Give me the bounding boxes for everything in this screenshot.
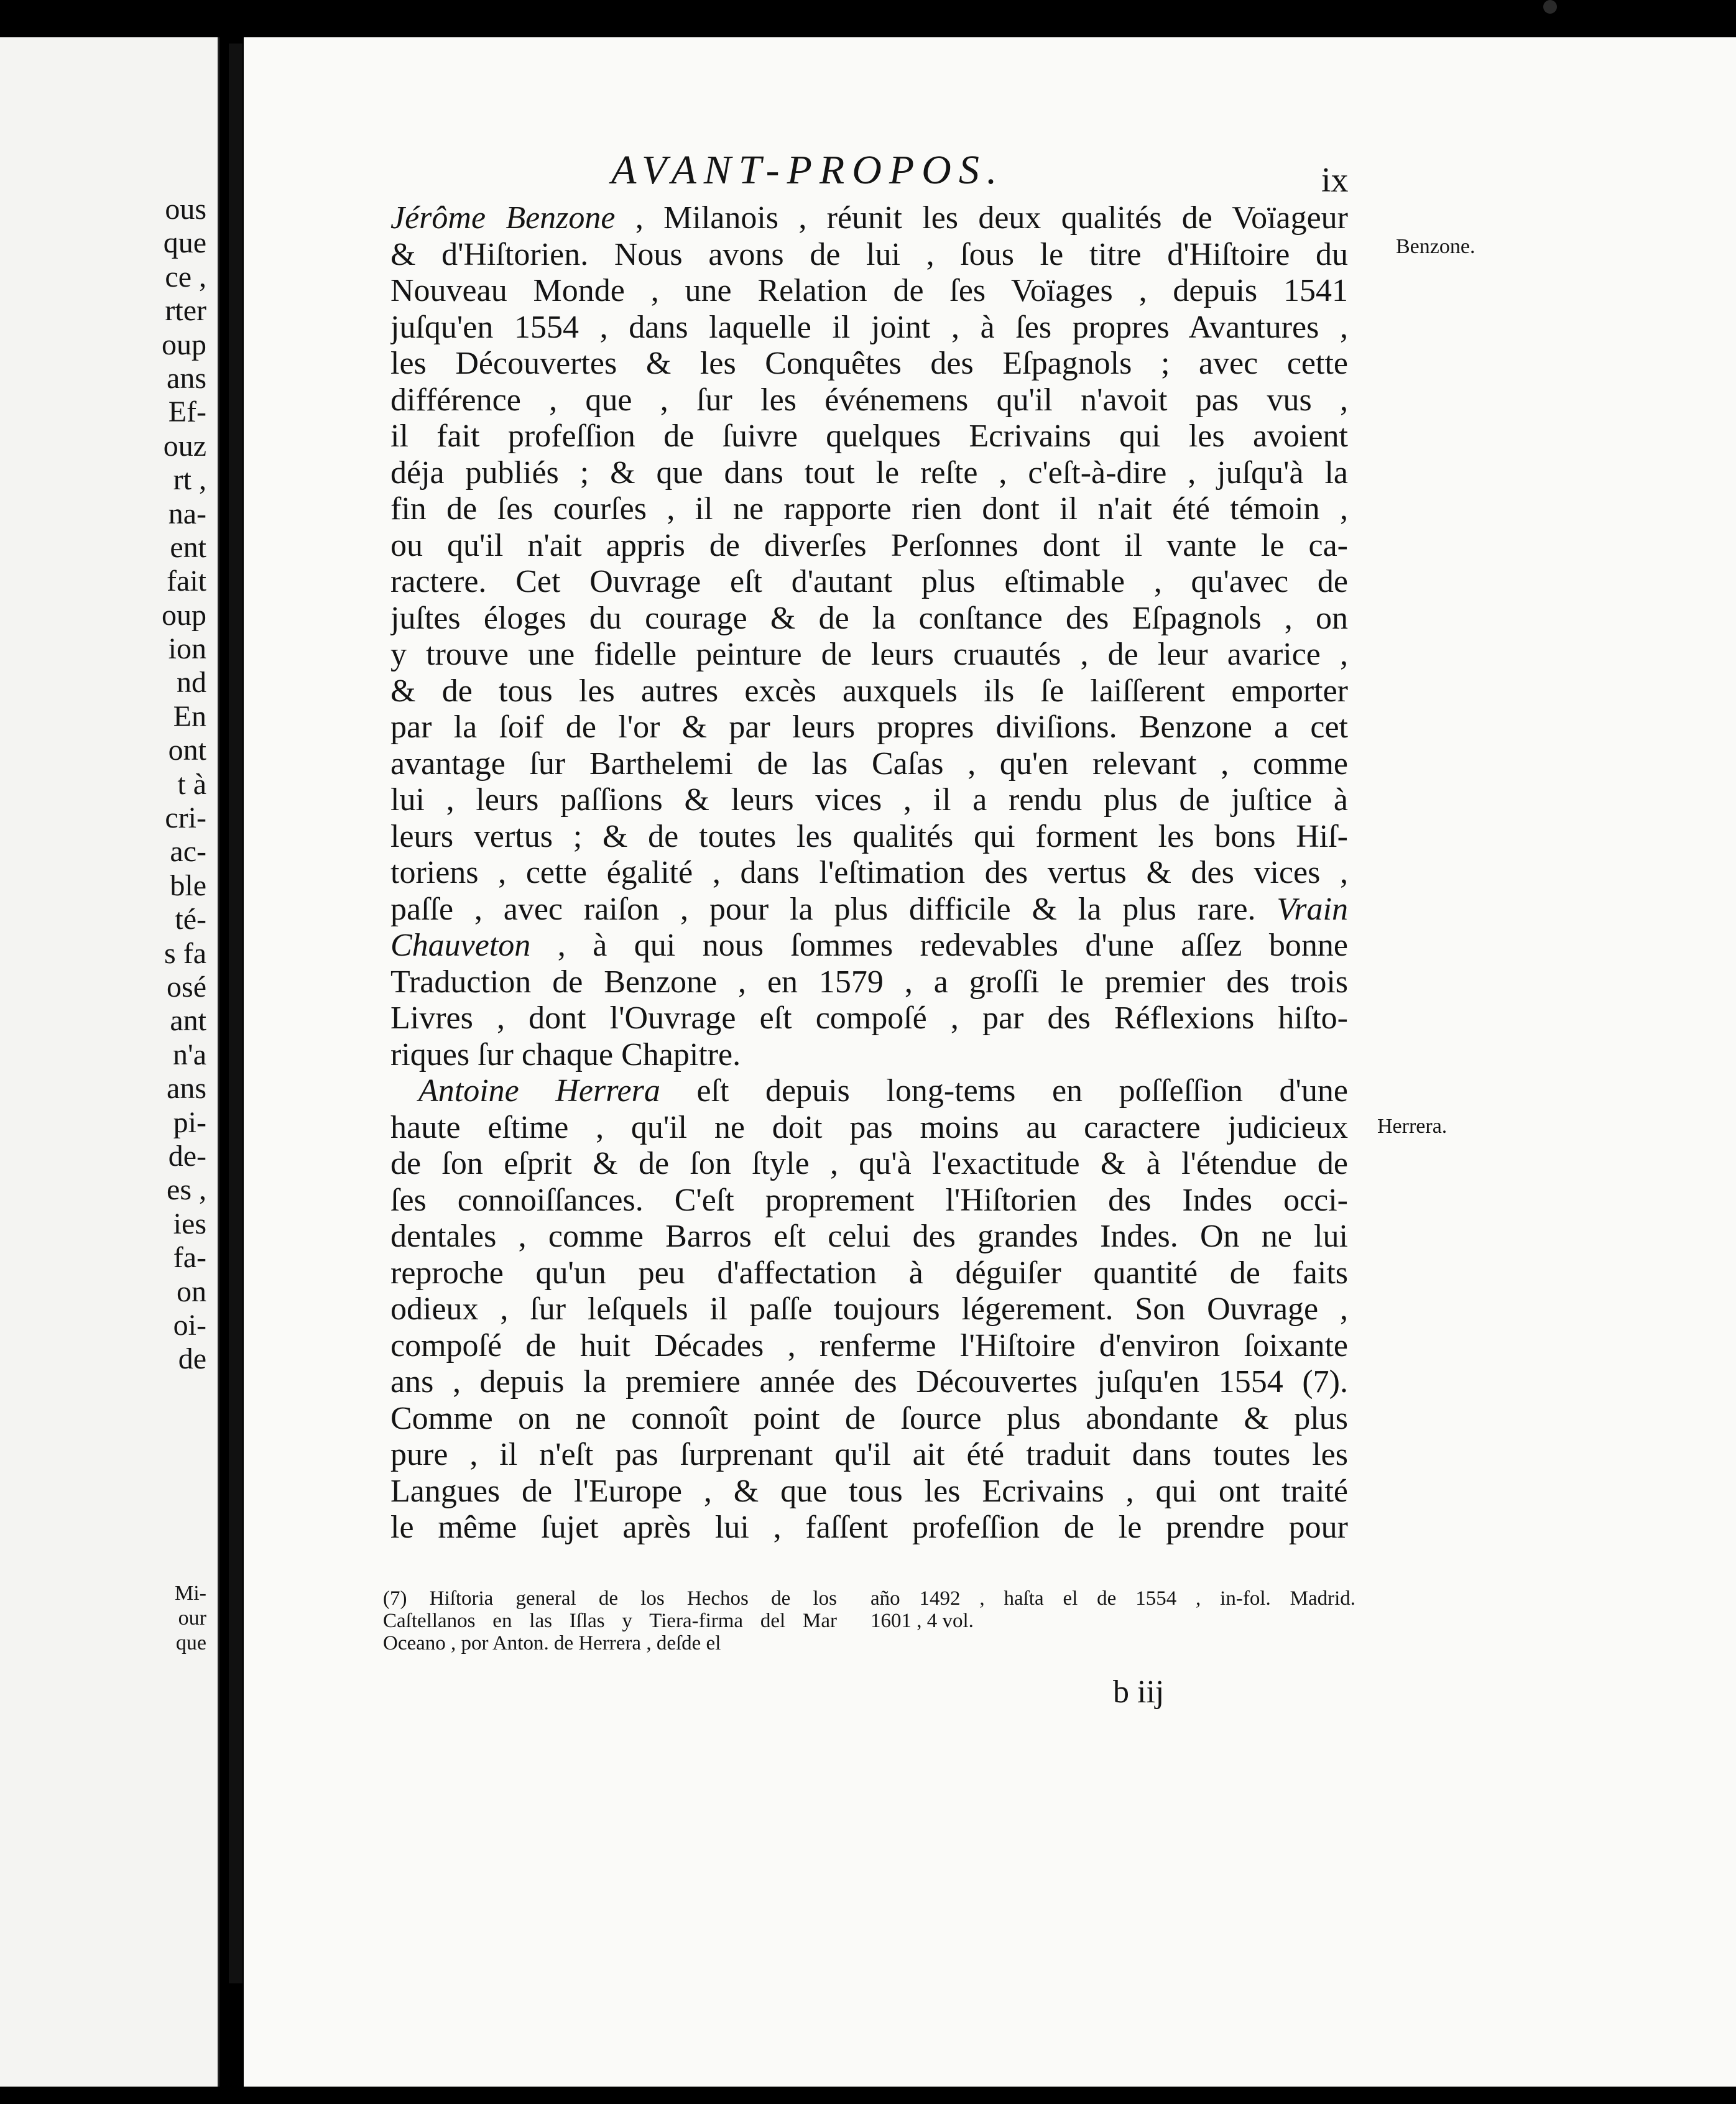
text-line: dentales , comme Barros eſt celui des grandes Indes. On ne lui bbox=[390, 1219, 1348, 1254]
left-page-line: on bbox=[177, 1275, 206, 1308]
text-line: déja publiés ; & que dans tout le reſte , c'eſt-à-dire , juſqu'à la bbox=[390, 454, 1348, 491]
text-line: riques ſur chaque Chapitre. bbox=[390, 1036, 741, 1073]
text-line: Langues de l'Europe , & que tous les Ecrivains , qui ont traité bbox=[390, 1473, 1348, 1509]
left-page-line: oup bbox=[162, 598, 206, 632]
footnote-line: Oceano , por Anton. de Herrera , deſde el bbox=[383, 1632, 721, 1654]
left-page-line: que bbox=[163, 226, 206, 260]
text-line: Antoine Herrera eſt depuis long-tems en poſſeſſion d'une bbox=[418, 1073, 1348, 1109]
left-page-line: ouz bbox=[163, 429, 206, 463]
text-line: ractere. Cet Ouvrage eſt d'autant plus eſtimable , qu'avec de bbox=[390, 564, 1348, 599]
italic-name: Chauveton bbox=[390, 928, 531, 963]
body-text bbox=[390, 200, 1348, 1546]
left-page-line: oup bbox=[162, 328, 206, 361]
text-line: juſtes éloges du courage & de la conſtance des Eſpagnols , on bbox=[390, 600, 1348, 636]
left-page-footnote-line: Mi- bbox=[175, 1582, 206, 1605]
text-line: y trouve une fidelle peinture de leurs cruautés , de leur avarice , bbox=[390, 637, 1348, 672]
left-page-line: na- bbox=[168, 497, 206, 530]
text-line: ans , depuis la premiere année des Découvertes juſqu'en 1554 (7). bbox=[390, 1364, 1348, 1400]
italic-name: Jérôme Benzone bbox=[390, 200, 616, 236]
text-line: Jérôme Benzone , Milanois , réunit les deux qualités de Voïageur bbox=[390, 200, 1348, 236]
left-page-line: ous bbox=[165, 193, 206, 226]
left-page-line: s fa bbox=[164, 936, 206, 970]
text-line: odieux , ſur leſquels il paſſe toujours légerement. Son Ouvrage , bbox=[390, 1291, 1348, 1327]
text-line: ſes connoiſſances. C'eſt proprement l'Hiſtorien des Indes occi- bbox=[390, 1182, 1348, 1218]
left-page-line: ac- bbox=[170, 835, 206, 869]
scan-speck bbox=[1543, 0, 1557, 14]
left-page-line: t à bbox=[177, 767, 206, 801]
footnote-line: (7) Hiſtoria general de los Hechos de los bbox=[383, 1587, 837, 1610]
left-page-line: oi- bbox=[173, 1308, 206, 1342]
text-line: Chauveton , à qui nous ſommes redevables d'une aſſez bonne bbox=[390, 928, 1348, 963]
left-page-line: ion bbox=[168, 632, 206, 666]
text-line: reproche qu'un peu d'affectation à déguiſer quantité de faits bbox=[390, 1255, 1348, 1291]
left-page-line: es , bbox=[167, 1173, 206, 1207]
text-line: fin de ſes courſes , il ne rapporte rien dont il n'ait été témoin , bbox=[390, 491, 1348, 527]
left-page-line: fait bbox=[167, 565, 206, 598]
text-line: ou qu'il n'ait appris de diverſes Perſonnes dont il vante le ca- bbox=[390, 527, 1348, 563]
text-line: compoſé de huit Décades , renferme l'Hiſtoire d'environ ſoixante bbox=[390, 1327, 1348, 1363]
text-line: pure , il n'eſt pas ſurprenant qu'il ait été traduit dans toutes les bbox=[390, 1437, 1348, 1472]
left-page-fragment bbox=[0, 37, 219, 2087]
text-line: Nouveau Monde , une Relation de ſes Voïages , depuis 1541 bbox=[390, 273, 1348, 308]
left-page-line: ans bbox=[167, 1072, 206, 1105]
left-page-line: En bbox=[173, 699, 206, 733]
text-line: paſſe , avec raiſon , pour la plus difficile & la plus rare. Vrain bbox=[390, 891, 1348, 927]
text-line: avantage ſur Barthelemi de las Caſas , qu'en relevant , comme bbox=[390, 745, 1348, 782]
footnote-line: año 1492 , haſta el de 1554 , in-fol. Madrid. bbox=[870, 1587, 1355, 1610]
text-line: de ſon eſprit & de ſon ſtyle , qu'à l'exactitude & à l'étendue de bbox=[390, 1146, 1348, 1181]
signature-mark: b iij bbox=[1113, 1674, 1165, 1710]
left-page-footnote-line: que bbox=[175, 1631, 206, 1654]
book-gutter bbox=[229, 44, 242, 1983]
left-page-line: ble bbox=[170, 869, 206, 902]
text-line: haute eſtime , qu'il ne doit pas moins au caractere judicieux bbox=[390, 1109, 1348, 1145]
text-line: Livres , dont l'Ouvrage eſt compoſé , par des Réflexions hiſto- bbox=[390, 1000, 1348, 1036]
left-page-line: nd bbox=[177, 666, 206, 699]
left-page-line: rt , bbox=[173, 463, 206, 497]
text-line: toriens , cette égalité , dans l'eſtimation des vertus & des vices , bbox=[390, 855, 1348, 890]
left-page-line: ont bbox=[168, 734, 206, 767]
footnote-right-column bbox=[870, 1587, 1355, 1632]
left-page-line: ent bbox=[170, 530, 206, 564]
left-page-footnote-endings bbox=[101, 1581, 206, 1656]
left-page-line: de bbox=[178, 1342, 206, 1376]
left-page-line: osé bbox=[167, 970, 206, 1004]
left-page-line: fa- bbox=[173, 1241, 206, 1275]
left-page-line: Ef- bbox=[168, 395, 206, 429]
text-line: Comme on ne connoît point de ſource plus abondante & plus bbox=[390, 1400, 1348, 1436]
text-line: & de tous les autres excès auxquels ils ſe laiſſerent emporter bbox=[390, 673, 1348, 709]
left-page-line: ant bbox=[170, 1004, 206, 1038]
footnote-line: 1601 , 4 vol. bbox=[870, 1610, 974, 1632]
text-line: les Découvertes & les Conquêtes des Eſpagnols ; avec cette bbox=[390, 346, 1348, 381]
text-line: lui , leurs paſſions & leurs vices , il a rendu plus de juſtice à bbox=[390, 782, 1348, 818]
running-head: AVANT-PROPOS. bbox=[611, 147, 1005, 193]
left-page-line: ies bbox=[173, 1207, 206, 1240]
left-page-line-endings bbox=[101, 193, 206, 1377]
margin-note-benzone: Benzone. bbox=[1396, 235, 1475, 258]
left-page-line: ce , bbox=[165, 260, 206, 293]
left-page-line: rter bbox=[165, 294, 206, 328]
page-number: ix bbox=[1321, 161, 1349, 200]
left-page-line: pi- bbox=[173, 1105, 206, 1139]
left-page-line: de- bbox=[168, 1139, 206, 1173]
italic-name: Vrain bbox=[1277, 891, 1348, 927]
text-line: le même ſujet après lui , faſſent profeſſion de le prendre pour bbox=[390, 1510, 1348, 1545]
left-page-line: cri- bbox=[165, 801, 206, 835]
text-line: différence , que , ſur les événemens qu'il n'avoit pas vus , bbox=[390, 382, 1348, 418]
margin-note-herrera: Herrera. bbox=[1377, 1115, 1447, 1138]
text-line: il fait profeſſion de ſuivre quelques Ecrivains qui les avoient bbox=[390, 418, 1348, 454]
left-page-line: ans bbox=[167, 361, 206, 395]
text-line: leurs vertus ; & de toutes les qualités qui forment les bons Hiſ- bbox=[390, 818, 1348, 854]
text-line: juſqu'en 1554 , dans laquelle il joint , à ſes propres Avantures , bbox=[390, 309, 1348, 345]
left-page-line: n'a bbox=[173, 1038, 206, 1071]
text-line: & d'Hiſtorien. Nous avons de lui , ſous le titre d'Hiſtoire du bbox=[390, 236, 1348, 272]
text-line: par la ſoif de l'or & par leurs propres diviſions. Benzone a cet bbox=[390, 709, 1348, 745]
left-page-line: té- bbox=[175, 903, 206, 936]
left-page-footnote-line: our bbox=[178, 1607, 206, 1630]
footnote-line: Caſtellanos en las Iſlas y Tiera-firma del Mar bbox=[383, 1610, 837, 1632]
italic-name: Antoine Herrera bbox=[418, 1073, 660, 1109]
footnote-left-column bbox=[383, 1587, 837, 1654]
text-line: Traduction de Benzone , en 1579 , a groſſi le premier des trois bbox=[390, 964, 1348, 1000]
